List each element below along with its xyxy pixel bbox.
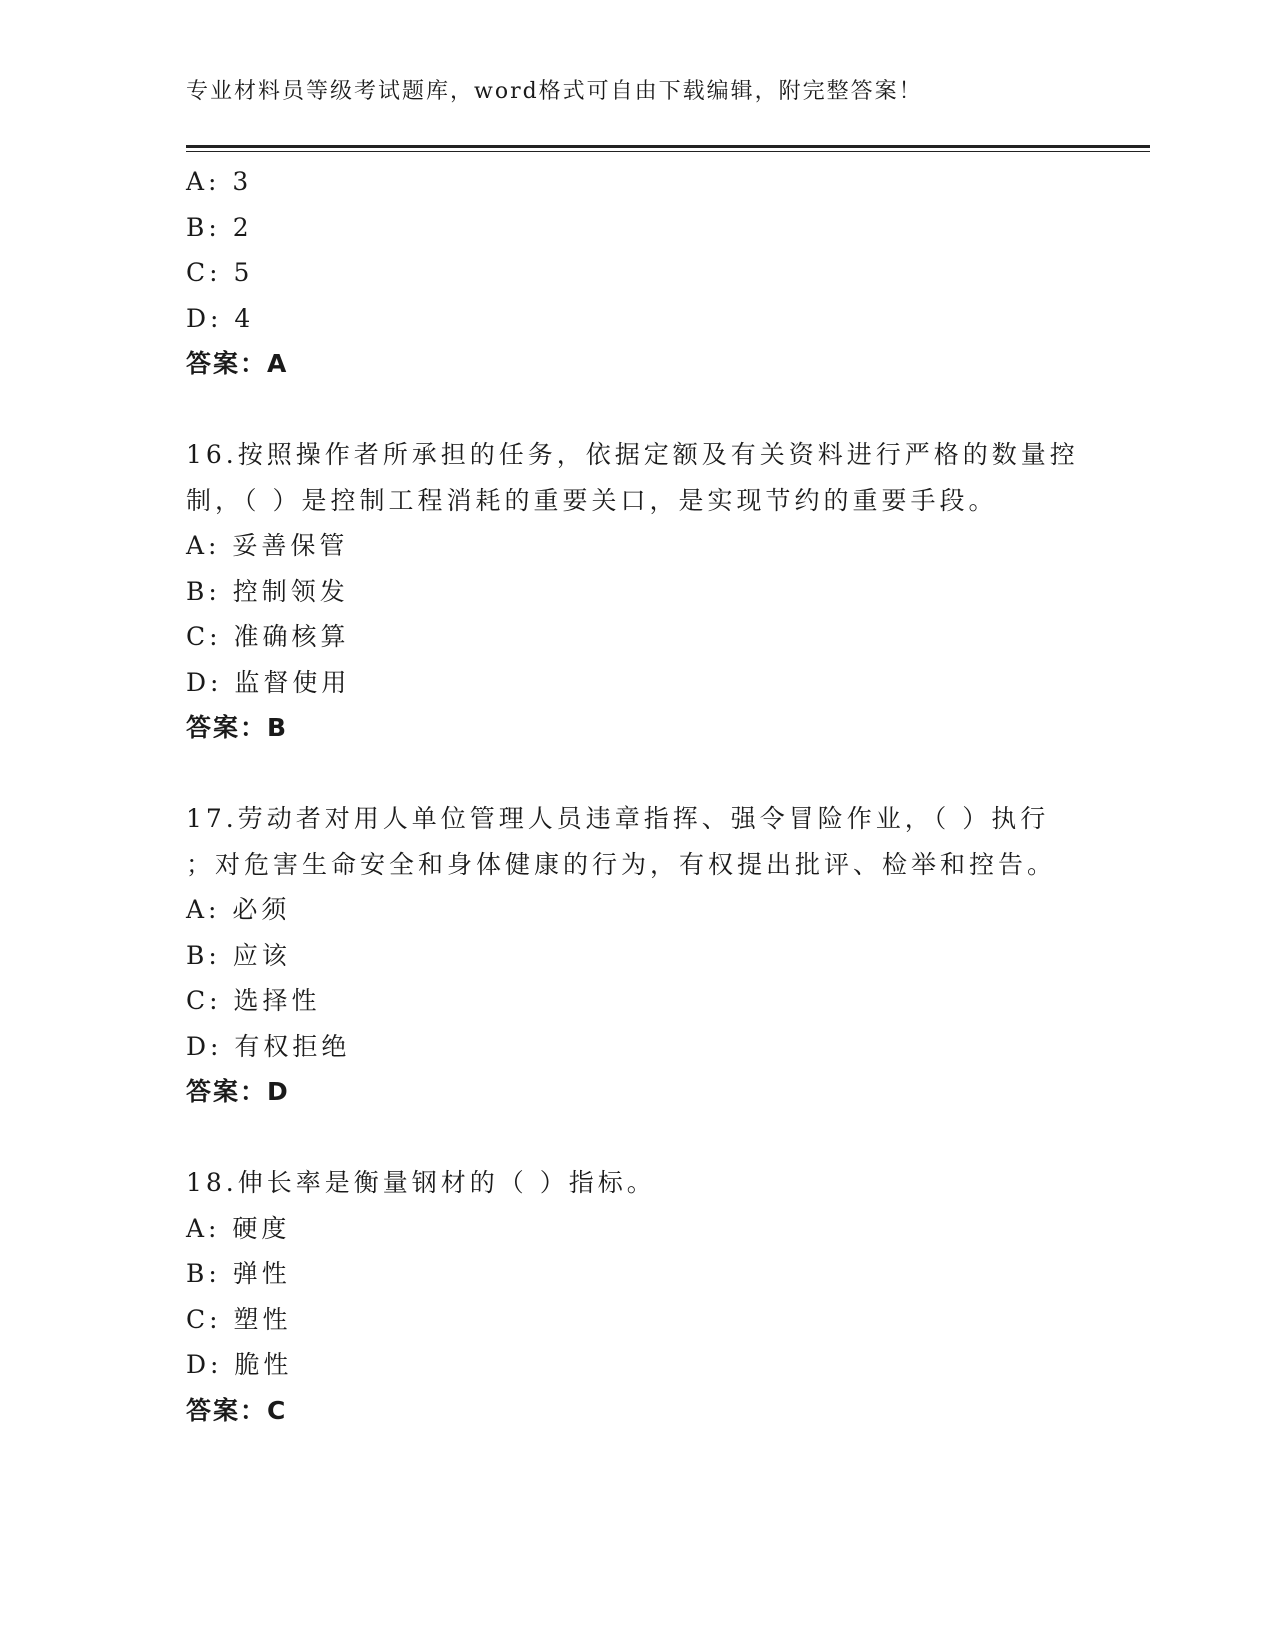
question-stem-line: ；对危害生命安全和身体健康的行为，有权提出批评、检举和控告。 [186, 849, 1057, 879]
spacer [186, 387, 1086, 433]
option-c: C: 选择性 [186, 986, 321, 1015]
option-d: D: 有权拒绝 [186, 1031, 351, 1061]
option-d: D: 脆性 [186, 1350, 293, 1379]
question-stem-line: 制，（ ）是控制工程消耗的重要关口，是实现节约的重要手段。 [186, 485, 998, 515]
answer-line: 答案：C [186, 1395, 288, 1425]
option-a: A: 3 [186, 167, 253, 196]
header-rule-thin [186, 151, 1150, 152]
option-a: A: 必须 [186, 895, 291, 924]
page-header: 专业材料员等级考试题库，word格式可自由下载编辑，附完整答案！ [186, 79, 923, 104]
option-d: D: 监督使用 [186, 667, 351, 697]
question-stem-line: 18.伸长率是衡量钢材的（ ）指标。 [186, 1168, 656, 1197]
question-16 [186, 432, 1086, 751]
option-a: A: 妥善保管 [186, 531, 349, 560]
option-c: C: 塑性 [186, 1304, 292, 1334]
option-b: B: 应该 [186, 940, 291, 970]
option-a: A: 硬度 [186, 1213, 291, 1243]
option-b: B: 弹性 [186, 1259, 291, 1288]
spacer [186, 1115, 1086, 1161]
option-c: C: 5 [186, 258, 254, 287]
answer-line: 答案：B [186, 713, 289, 742]
option-c: C: 准确核算 [186, 622, 350, 651]
header-rule-thick [186, 145, 1150, 148]
option-b: B: 2 [186, 212, 253, 242]
option-d: D: 4 [186, 303, 255, 333]
spacer [186, 751, 1086, 797]
answer-line: 答案：D [186, 1077, 290, 1106]
question-15 [186, 159, 1086, 387]
question-stem-line: 16.按照操作者所承担的任务，依据定额及有关资料进行严格的数量控 [186, 440, 1079, 469]
question-list [186, 159, 1086, 1433]
question-stem-line: 17.劳动者对用人单位管理人员违章指挥、强令冒险作业，（ ）执行 [186, 804, 1050, 833]
answer-line: 答案：A [186, 349, 289, 378]
question-17 [186, 796, 1086, 1115]
option-b: B: 控制领发 [186, 576, 349, 606]
question-18 [186, 1160, 1086, 1433]
